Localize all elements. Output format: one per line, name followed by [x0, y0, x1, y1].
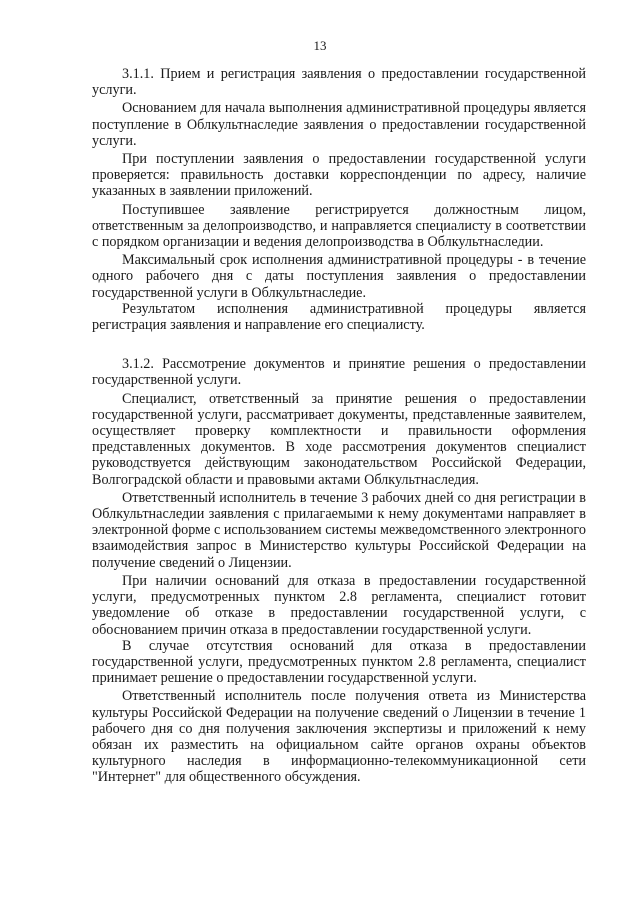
- body-paragraph: Максимальный срок исполнения административной процедуры - в течение одного рабочего дня с даты поступления заявления о предоставлении государственной услуги в Облкультнаследие.: [92, 252, 586, 301]
- document-body: [92, 66, 586, 786]
- page-number: 13: [313, 38, 327, 53]
- body-paragraph: Ответственный исполнитель после получения ответа из Министерства культуры Российской Федерации на получение сведений о Лицензии в течение 1 рабочего дня со дня получения заключения экспертизы и приложений к нему обязан их разместить на официальном сайте органов охраны объектов культурного наследия в информационно-телекоммуникационной сети "Интернет" для общественного обсуждения.: [92, 688, 586, 786]
- body-paragraph: Основанием для начала выполнения административной процедуры является поступление в Облкультнаследие заявления о предоставлении государственной услуги.: [92, 100, 586, 149]
- body-paragraph: Результатом исполнения административной процедуры является регистрация заявления и направление его специалисту.: [92, 300, 586, 334]
- section-heading-3-1-2: 3.1.2. Рассмотрение документов и принятие решения о предоставлении государственной услуги.: [92, 356, 586, 389]
- section-heading-3-1-1: 3.1.1. Прием и регистрация заявления о предоставлении государственной услуги.: [92, 66, 586, 99]
- body-paragraph: При наличии оснований для отказа в предоставлении государственной услуги, предусмотренных пунктом 2.8 регламента, специалист готовит уведомление об отказе в предоставлении государственной услуги, с обоснованием причин отказа в предоставлении государственной услуги.: [92, 572, 586, 638]
- body-paragraph: При поступлении заявления о предоставлении государственной услуги проверяется: правильность доставки корреспонденции по адресу, наличие указанных в заявлении приложений.: [92, 151, 586, 200]
- body-paragraph: Специалист, ответственный за принятие решения о предоставлении государственной услуги, рассматривает документы, представленные заявителем, осуществляет проверку комплектности и правильности оформления представленных документов. В ходе рассмотрения документов специалист руководствуется действующим законодательством Российской Федерации, Волгоградской области и правовыми актами Облкультнаследия.: [92, 390, 586, 488]
- body-paragraph: Поступившее заявление регистрируется должностным лицом, ответственным за делопроизводство, и направляется специалисту в соответствии с порядком организации и ведения делопроизводства в Облкультнаследии.: [92, 201, 586, 251]
- body-paragraph: Ответственный исполнитель в течение 3 рабочих дней со дня регистрации в Облкультнаследии заявления с прилагаемыми к нему документами направляет в электронной форме с использованием системы межведомственного электронного взаимодействия запрос в Министерство культуры Российской Федерации на получение сведений о Лицензии.: [92, 489, 586, 571]
- body-paragraph: В случае отсутствия оснований для отказа в предоставлении государственной услуги, предусмотренных пунктом 2.8 регламента, специалист принимает решение о предоставлении государственной услуги.: [92, 637, 586, 687]
